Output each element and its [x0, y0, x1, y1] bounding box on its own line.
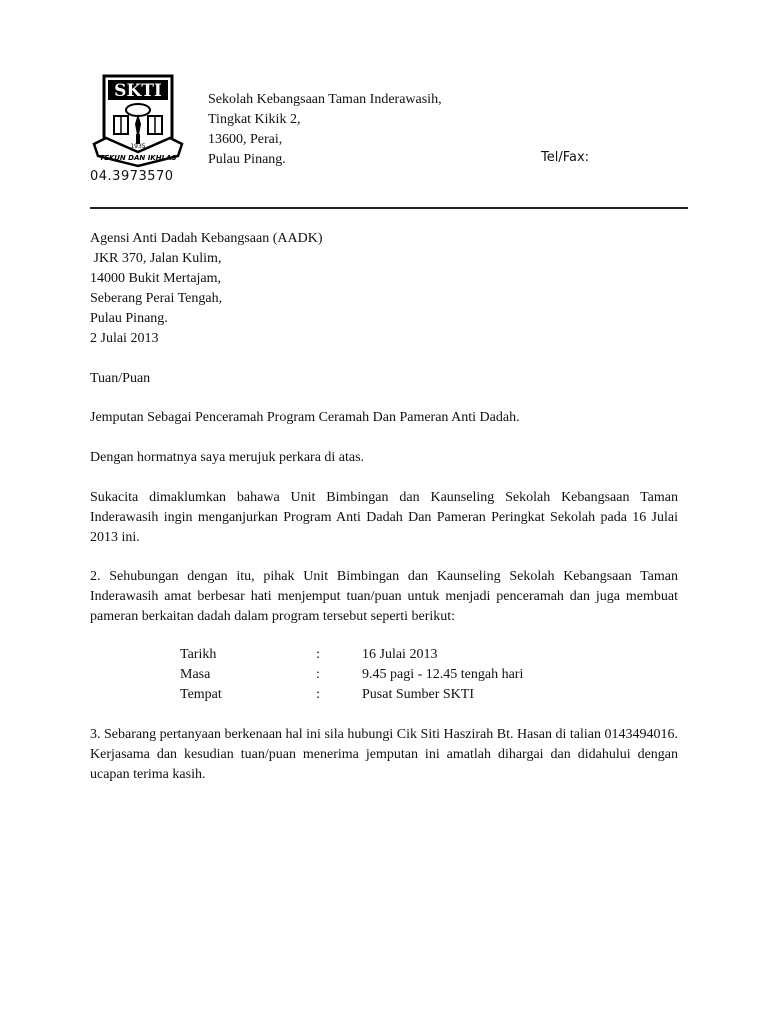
recipient-line-2: JKR 370, Jalan Kulim,	[90, 251, 222, 266]
header-divider	[90, 207, 688, 209]
details-row	[180, 645, 600, 665]
school-name: Sekolah Kebangsaan Taman Inderawasih,	[208, 92, 442, 107]
tel-fax-label: Tel/Fax:	[541, 150, 590, 165]
details-label: Masa	[180, 667, 211, 682]
details-value: Pusat Sumber SKTI	[362, 687, 474, 702]
event-details-table	[180, 645, 600, 705]
details-value: 9.45 pagi - 12.45 tengah hari	[362, 667, 524, 682]
details-colon: :	[316, 667, 320, 682]
school-crest-logo	[92, 74, 184, 174]
details-colon: :	[316, 687, 320, 702]
paragraph-2: 2. Sehubungan dengan itu, pihak Unit Bimbingan dan Kaunseling Sekolah Kebangsaan Taman Inderawasih amat berbesar hati menjemput tuan/puan untuk menjadi penceramah dan juga membuat pameran berkaitan dadah dalam program tersebut seperti berikut:	[90, 569, 678, 624]
school-address-line-4: Pulau Pinang.	[208, 152, 286, 167]
crest-initials: SKTI	[114, 81, 162, 101]
recipient-line-5: Pulau Pinang.	[90, 311, 168, 326]
crest-year: 1935	[130, 143, 146, 150]
details-value: 16 Julai 2013	[362, 647, 438, 662]
paragraph-3: 3. Sebarang pertanyaan berkenaan hal ini sila hubungi Cik Siti Haszirah Bt. Hasan di talian 0143494016. Kerjasama dan kesudian tuan/puan menerima jemputan ini amatlah dihargai dan didahului dengan ucapan terima kasih.	[90, 727, 678, 782]
opening-line: Dengan hormatnya saya merujuk perkara di atas.	[90, 450, 365, 465]
salutation: Tuan/Puan	[90, 371, 151, 386]
details-label: Tarikh	[180, 647, 217, 662]
details-row	[180, 685, 600, 705]
recipient-address	[90, 229, 678, 349]
crest-motto: TEKUN DAN IKHLAS	[99, 154, 177, 162]
school-address-line-2: Tingkat Kikik 2,	[208, 112, 301, 127]
school-address-line-3: 13600, Perai,	[208, 132, 283, 147]
details-colon: :	[316, 647, 320, 662]
recipient-line-1: Agensi Anti Dadah Kebangsaan (AADK)	[90, 231, 323, 246]
details-row	[180, 665, 600, 685]
recipient-line-3: 14000 Bukit Mertajam,	[90, 271, 222, 286]
school-address	[208, 90, 442, 170]
tel-fax-number: 04.3973570	[90, 169, 174, 184]
recipient-line-4: Seberang Perai Tengah,	[90, 291, 223, 306]
paragraph-1: Sukacita dimaklumkan bahawa Unit Bimbingan dan Kaunseling Sekolah Kebangsaan Taman Inderawasih ingin menganjurkan Program Anti Dadah Dan Pameran Peringkat Sekolah pada 16 Julai 2013 ini.	[90, 490, 678, 545]
letter-date: 2 Julai 2013	[90, 331, 159, 346]
details-label: Tempat	[180, 687, 222, 702]
letter-subject: Jemputan Sebagai Penceramah Program Ceramah Dan Pameran Anti Dadah.	[90, 410, 520, 425]
